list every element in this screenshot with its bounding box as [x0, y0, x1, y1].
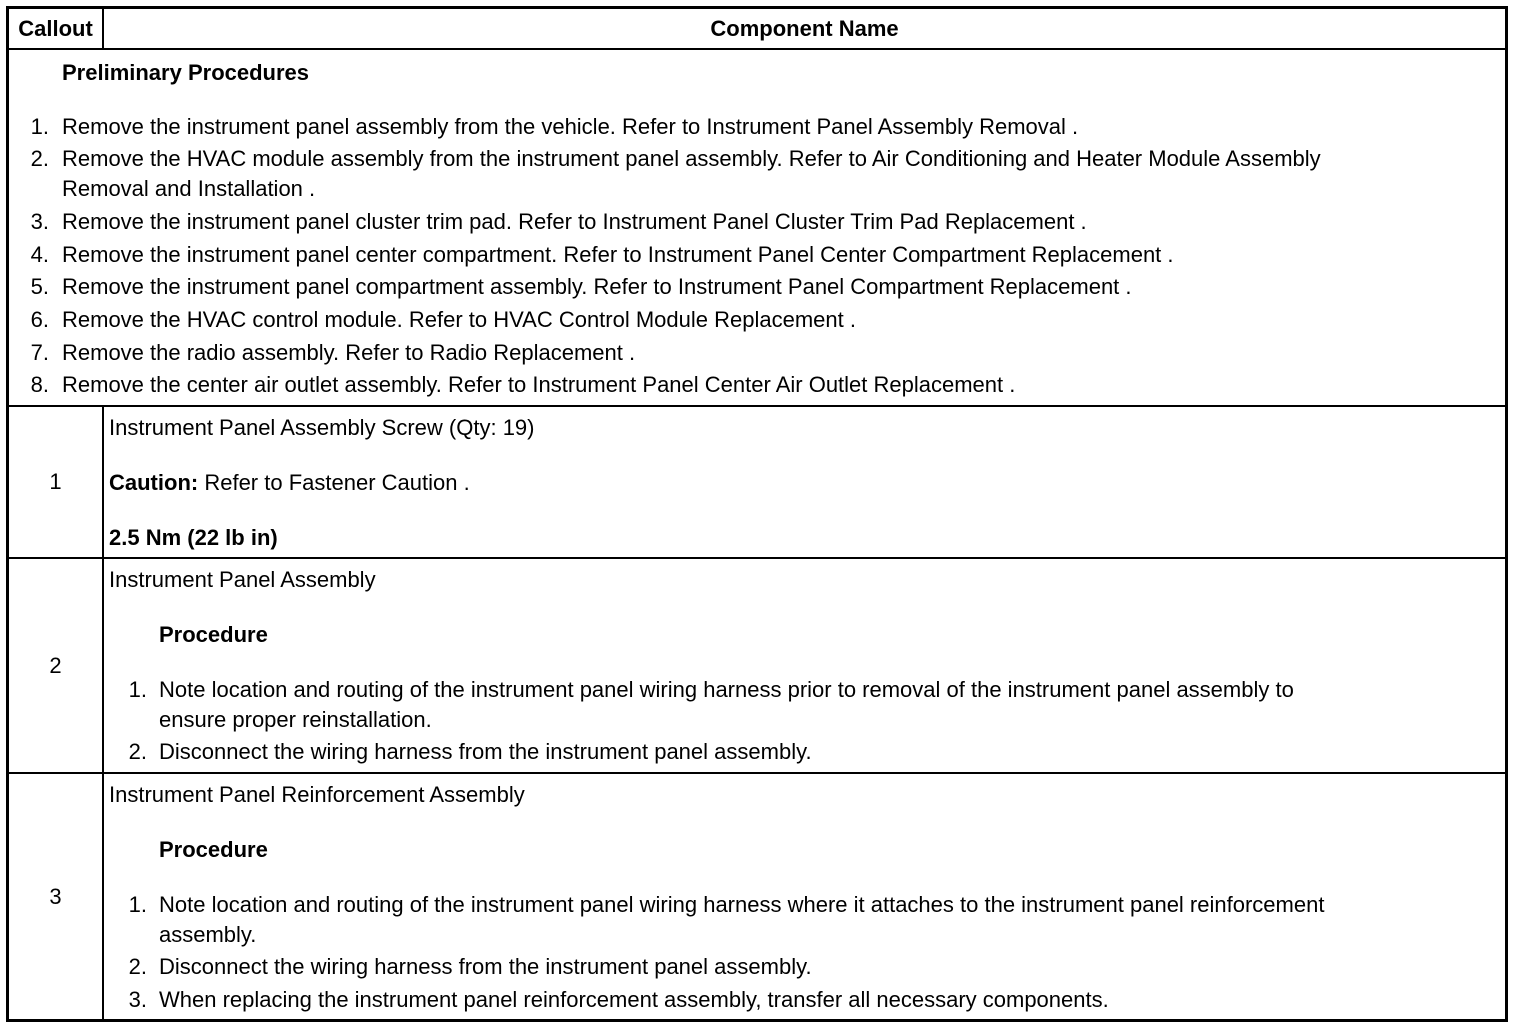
procedure-step: Note location and routing of the instrument panel wiring harness where it attaches to the instrument panel reinforcement: [159, 892, 1325, 917]
procedure-step-number: 2.: [128, 739, 147, 764]
prelim-step-number: 6.: [30, 307, 49, 332]
callout-number: 3: [9, 774, 104, 1019]
prelim-step: Remove the instrument panel compartment assembly. Refer to Instrument Panel Compartment Replacement .: [62, 274, 1132, 299]
prelim-step-number: 2.: [30, 146, 49, 171]
prelim-step-number: 1.: [30, 114, 49, 139]
caution-label: Caution:: [109, 470, 199, 495]
prelim-step-number: 7.: [30, 340, 49, 365]
component-name: Instrument Panel Assembly Screw (Qty: 19): [109, 415, 535, 440]
component-cell: [104, 774, 1505, 1019]
prelim-step-number: 8.: [30, 372, 49, 397]
prelim-step-continued: Removal and Installation .: [62, 176, 316, 201]
component-name: Instrument Panel Assembly: [109, 567, 376, 592]
prelim-step: Remove the HVAC module assembly from the instrument panel assembly. Refer to Air Conditioning and Heater Module Assembly: [62, 146, 1321, 171]
procedure-step-number: 2.: [128, 954, 147, 979]
procedure-step-number: 3.: [128, 987, 147, 1012]
procedure-step: When replacing the instrument panel reinforcement assembly, transfer all necessary components.: [159, 987, 1109, 1012]
procedure-step-continued: assembly.: [159, 922, 257, 947]
prelim-step: Remove the instrument panel center compartment. Refer to Instrument Panel Center Compartment Replacement .: [62, 242, 1174, 267]
caution-line: [109, 468, 470, 498]
procedure-step: Disconnect the wiring harness from the instrument panel assembly.: [159, 954, 812, 979]
component-table: [6, 6, 1508, 1022]
caution-text: Refer to Fastener Caution .: [204, 470, 470, 495]
prelim-step-number: 5.: [30, 274, 49, 299]
procedure-title: Procedure: [159, 837, 268, 862]
component-cell: [104, 559, 1505, 774]
procedure-step: Disconnect the wiring harness from the instrument panel assembly.: [159, 739, 812, 764]
prelim-step: Remove the instrument panel assembly from the vehicle. Refer to Instrument Panel Assembly Removal .: [62, 114, 1079, 139]
prelim-step: Remove the radio assembly. Refer to Radio Replacement .: [62, 340, 636, 365]
prelim-step-number: 4.: [30, 242, 49, 267]
preliminary-procedures: [9, 50, 1505, 407]
callout-number: 1: [9, 407, 104, 559]
header-component-name: Component Name: [104, 9, 1505, 50]
prelim-step: Remove the HVAC control module. Refer to HVAC Control Module Replacement .: [62, 307, 856, 332]
callout-number: 2: [9, 559, 104, 774]
procedure-step-continued: ensure proper reinstallation.: [159, 707, 432, 732]
procedure-step-number: 1.: [128, 892, 147, 917]
header-callout: Callout: [9, 9, 104, 50]
procedure-title: Procedure: [159, 622, 268, 647]
prelim-title: Preliminary Procedures: [62, 60, 310, 85]
prelim-step: Remove the instrument panel cluster trim pad. Refer to Instrument Panel Cluster Trim Pad Replacement .: [62, 209, 1087, 234]
component-name: Instrument Panel Reinforcement Assembly: [109, 782, 525, 807]
torque-spec: 2.5 Nm (22 lb in): [109, 525, 278, 550]
procedure-step: Note location and routing of the instrument panel wiring harness prior to removal of the instrument panel assembly to: [159, 677, 1294, 702]
component-cell: [104, 407, 1505, 559]
prelim-step: Remove the center air outlet assembly. Refer to Instrument Panel Center Air Outlet Replacement .: [62, 372, 1016, 397]
procedure-step-number: 1.: [128, 677, 147, 702]
prelim-step-number: 3.: [30, 209, 49, 234]
